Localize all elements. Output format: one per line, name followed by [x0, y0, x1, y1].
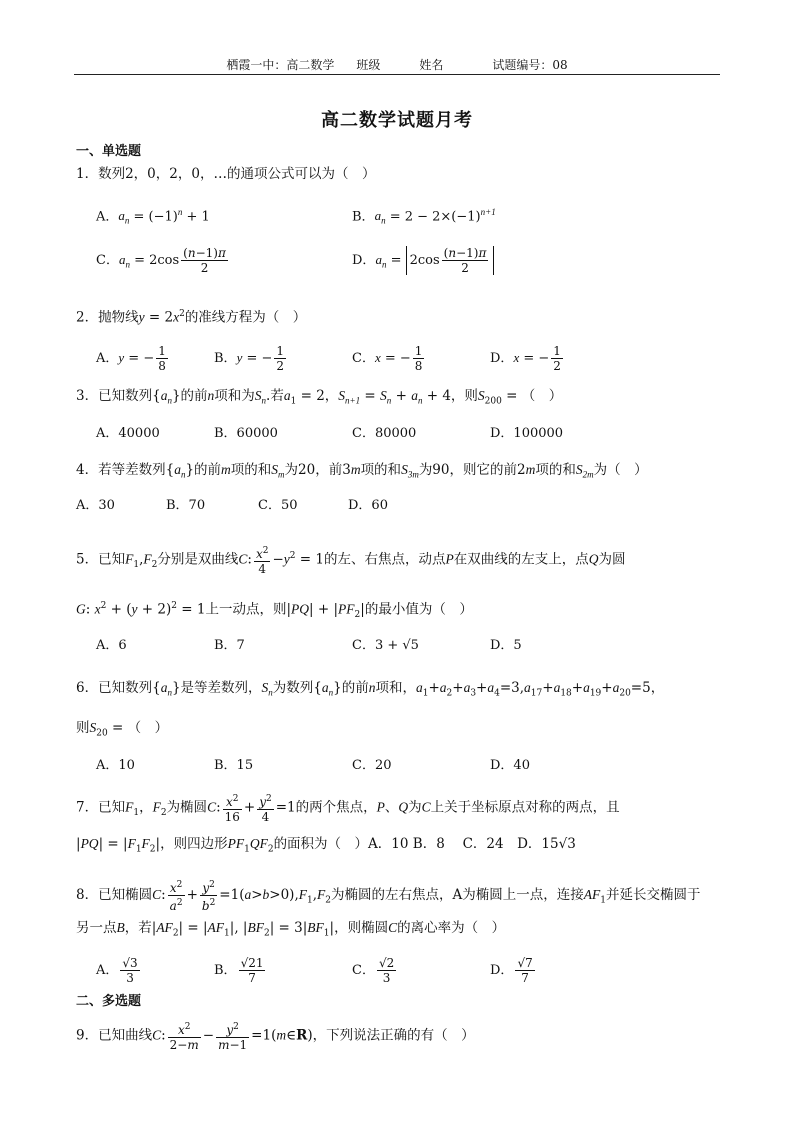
question-5-stem: 5．已知$F_1,F_2$分别是双曲线C: $\frac{x^2}{4}$ $-y^2 = 1$的左、右焦点，动点P在双曲线的左支上，点Q为圆: [76, 546, 626, 576]
question-1-option-d: D．$a_n = 2\cos$ $\frac{(n-1)\pi}{2}$: [352, 246, 494, 275]
question-2-option-b: B．y = − $\frac{1}{2}$: [214, 344, 285, 373]
header-name-label: 姓名: [419, 58, 444, 72]
question-4-stem: 4．若等差数列$\{a_n\}$的前m项的和$S_m$为20，前3m项的和$S_{3m}$为90，则它的前2m项的和$S_{2m}$为（ ）: [76, 462, 648, 480]
question-4-option-d: D．60: [348, 498, 388, 513]
question-4-option-a: A．30: [76, 498, 115, 513]
question-6-stem: 6．已知数列$\{a_n\}$是等差数列，$S_n$为数列$\{a_n\}$的前n项和，$a_1+a_2+a_3+a_4=3,a_{17}+a_{18}+a_{19}+a_{20}=5$，: [76, 680, 665, 699]
page-title: 高二数学试题月考: [321, 110, 473, 131]
question-3-option-c: C．80000: [352, 426, 417, 441]
question-8-option-a: A． $\frac{√3}{3}$: [96, 956, 138, 985]
question-5-option-a: A．6: [96, 638, 127, 653]
page-header: [74, 56, 720, 75]
question-1-stem: 1．数列2，0，2，0，…的通项公式可以为（ ）: [76, 166, 376, 182]
question-3-option-b: B．60000: [214, 426, 278, 441]
header-class-label: 班级: [356, 58, 381, 72]
question-6-option-d: D．40: [490, 758, 530, 773]
question-5-line-2: G: $x^2 + (y + 2)^2 = 1$上一动点，则$|PQ| + |PF_2|$的最小值为（ ）: [76, 601, 473, 621]
question-9-stem: 9．已知曲线C: $\frac{x^2}{2-m}$ − $\frac{y^2}{m-1}$ =1(m∈R)，下列说法正确的有（ ）: [76, 1022, 475, 1052]
question-3-stem: 3．已知数列$\{a_n\}$的前n项和为$S_n$.若$a_1 = 2$，$S_{n+1} = S_n + a_n + 4$，则$S_{200}$ = （ ）: [76, 388, 563, 407]
question-2-option-a: A．y = − $\frac{1}{8}$: [96, 344, 166, 373]
question-7-line-2: $|PQ| = |F_1F_2|$，则四边形$PF_1QF_2$的面积为（ ）A．10 B．8 C．24 D．15√3: [76, 836, 576, 855]
question-8-stem: 8．已知椭圆C: $\frac{x^2}{a^2}$ + $\frac{y^2}{b^2}$ $=1(a>b>0),F_1,F_2$为椭圆的左右焦点，A为椭圆上一点，连接$AF_1$并延长交椭圆于: [76, 880, 701, 913]
question-5-option-c: C．3 + √5: [352, 638, 419, 653]
question-8-option-c: C． $\frac{√2}{3}$: [352, 956, 395, 985]
question-5-option-d: D．5: [490, 638, 522, 653]
question-2-option-d: D．x = − $\frac{1}{2}$: [490, 344, 561, 373]
header-school: 栖霞一中：高二数学: [226, 58, 335, 72]
section-single-choice: 一、单选题: [76, 144, 142, 159]
question-2-option-c: C．x = − $\frac{1}{8}$: [352, 344, 423, 373]
question-6-option-a: A．10: [96, 758, 135, 773]
question-3-option-a: A．40000: [96, 426, 160, 441]
question-6-option-b: B．15: [214, 758, 254, 773]
question-6-line-2: 则$S_{20}$ = （ ）: [76, 720, 169, 739]
question-1-option-c: C．$a_n = 2\cos$ $\frac{(n-1)\pi}{2}$: [96, 246, 226, 275]
question-1-option-a: A．$a_n = (-1)^n + 1$: [96, 207, 210, 226]
question-4-option-c: C．50: [258, 498, 298, 513]
question-6-option-c: C．20: [352, 758, 392, 773]
question-1-option-b: B．$a_n = 2 - 2\times(-1)^{n+1}$: [352, 207, 496, 226]
question-5-option-b: B．7: [214, 638, 245, 653]
question-8-option-b: B． $\frac{√21}{7}$: [214, 956, 264, 985]
question-4-option-b: B．70: [166, 498, 206, 513]
question-7-stem: 7．已知$F_1$，$F_2$为椭圆C: $\frac{x^2}{16}$ + $\frac{y^2}{4}$ =1的两个焦点，P、Q为C上关于坐标原点对称的两点，且: [76, 794, 620, 824]
question-8-option-d: D． $\frac{√7}{7}$: [490, 956, 533, 985]
question-8-line-2: 另一点B，若$|AF_2| = |AF_1|$, $|BF_2| = 3|BF_1|$，则椭圆C的离心率为（ ）: [76, 920, 506, 939]
question-3-option-d: D．100000: [490, 426, 564, 441]
question-2-stem: 2．抛物线$y = 2x^2$的准线方程为（ ）: [76, 309, 307, 326]
header-code: 试题编号：08: [492, 58, 568, 72]
section-multi-choice: 二、多选题: [76, 994, 142, 1009]
